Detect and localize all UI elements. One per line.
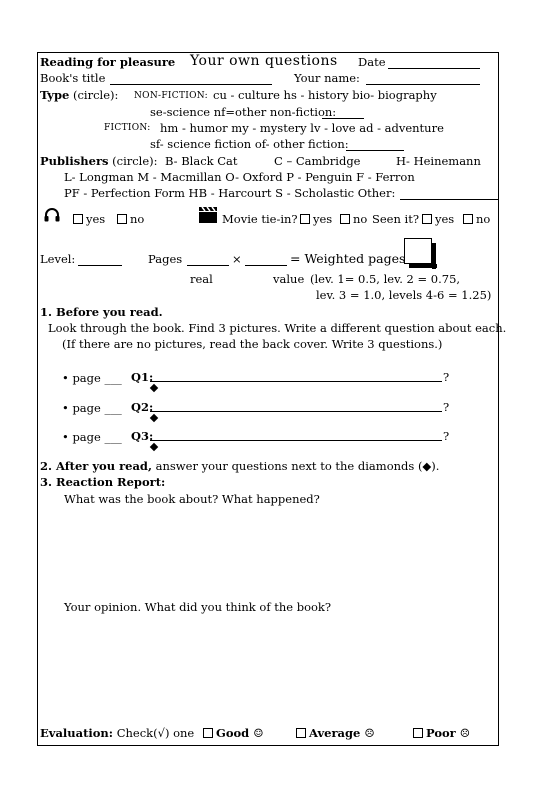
eval-poor[interactable]: Poor ☹	[413, 726, 470, 740]
q2-line[interactable]	[150, 411, 442, 412]
pages-field[interactable]	[187, 252, 229, 266]
q3-page[interactable]: • page ___	[62, 430, 122, 444]
section3-heading: 3. Reaction Report:	[40, 475, 166, 489]
type-row	[40, 88, 118, 102]
page-title: Reading for pleasure	[40, 55, 176, 69]
book-title-label: Book's title	[40, 71, 106, 85]
q3-mark: ?	[443, 429, 450, 443]
q1-line[interactable]	[150, 381, 442, 382]
section2-row	[40, 459, 439, 473]
seen-yes-checkbox[interactable]	[422, 214, 432, 224]
movie-tiein-label: Movie tie-in?	[222, 212, 298, 226]
reaction-prompt-2: Your opinion. What did you think of the book?	[64, 600, 332, 614]
q3-line[interactable]	[150, 440, 442, 441]
q1-page[interactable]: • page ___	[62, 371, 122, 385]
headphones-icon	[44, 208, 60, 225]
movie-no[interactable]: no	[340, 212, 367, 226]
nonfiction-options-2[interactable]: se-science nf=other non-fiction:	[150, 105, 337, 119]
value-field[interactable]	[245, 252, 287, 266]
publisher-black-cat[interactable]: B- Black Cat	[165, 154, 238, 168]
q2-page[interactable]: • page ___	[62, 401, 122, 415]
date-label: Date	[358, 55, 386, 69]
levels-note-1: (lev. 1= 0.5, lev. 2 = 0.75,	[310, 272, 461, 286]
audio-yes-checkbox[interactable]	[73, 214, 83, 224]
q1-label: Q1:	[131, 370, 154, 384]
section1-heading: 1. Before you read.	[40, 305, 163, 319]
clapperboard-icon	[198, 206, 218, 227]
eval-average-checkbox[interactable]	[296, 728, 306, 738]
levels-note-2: lev. 3 = 1.0, levels 4-6 = 1.25)	[316, 288, 492, 302]
fiction-options-2[interactable]: sf- science fiction of- other fiction:	[150, 137, 349, 151]
publishers-line-2[interactable]: L- Longman M - Macmillan O- Oxford P - Penguin F - Ferron	[64, 170, 415, 184]
page-subtitle: Your own questions	[190, 53, 338, 69]
nonfiction-label: NON-FICTION:	[134, 91, 208, 101]
seen-yes[interactable]: yes	[422, 212, 454, 226]
movie-yes-checkbox[interactable]	[300, 214, 310, 224]
pages-label: Pages	[148, 252, 183, 266]
eval-good[interactable]: Good ☺	[203, 726, 264, 740]
publisher-cambridge[interactable]: C – Cambridge	[274, 154, 361, 168]
name-field[interactable]	[366, 71, 480, 85]
publishers-circle: (circle):	[112, 154, 158, 168]
audio-yes[interactable]: yes	[73, 212, 105, 226]
eval-poor-checkbox[interactable]	[413, 728, 423, 738]
nonfiction-options-1[interactable]: cu - culture hs - history bio- biography	[213, 88, 437, 102]
q2-mark: ?	[443, 400, 450, 414]
publishers-line-3[interactable]: PF - Perfection Form HB - Harcourt S - Scholastic Other:	[64, 186, 396, 200]
reaction-prompt-1: What was the book about? What happened?	[64, 492, 320, 506]
audio-no-checkbox[interactable]	[117, 214, 127, 224]
movie-yes[interactable]: yes	[300, 212, 332, 226]
publishers-label: Publishers	[40, 154, 109, 168]
level-label: Level:	[40, 252, 76, 266]
eval-average[interactable]: Average ☹	[296, 726, 375, 740]
value-label: value	[273, 272, 305, 286]
type-label: Type	[40, 88, 70, 102]
fiction-label: FICTION:	[104, 123, 151, 133]
section2-heading: 2. After you read,	[40, 459, 152, 473]
evaluation-row	[40, 726, 194, 740]
publisher-other-field[interactable]	[400, 186, 498, 200]
seen-no-checkbox[interactable]	[463, 214, 473, 224]
real-label: real	[190, 272, 213, 286]
seen-no[interactable]: no	[463, 212, 490, 226]
times-sign: ×	[232, 252, 242, 266]
fiction-options-1[interactable]: hm - humor my - mystery lv - love ad - adventure	[160, 121, 444, 135]
publisher-heinemann[interactable]: H- Heinemann	[396, 154, 481, 168]
weighted-pages-label: = Weighted pages	[290, 251, 406, 266]
weighted-pages-box[interactable]	[404, 238, 432, 264]
type-circle: (circle):	[73, 88, 119, 102]
name-label: Your name:	[294, 71, 360, 85]
q1-mark: ?	[443, 370, 450, 384]
eval-good-checkbox[interactable]	[203, 728, 213, 738]
section2-text: answer your questions next to the diamonds (◆).	[155, 459, 440, 473]
date-field[interactable]	[388, 55, 480, 69]
level-field[interactable]	[78, 252, 122, 266]
movie-no-checkbox[interactable]	[340, 214, 350, 224]
evaluation-check: Check(√) one	[116, 726, 195, 740]
audio-no[interactable]: no	[117, 212, 144, 226]
q2-label: Q2:	[131, 400, 154, 414]
evaluation-label: Evaluation:	[40, 726, 114, 740]
book-title-field[interactable]	[110, 71, 272, 85]
seen-it-label: Seen it?	[372, 212, 420, 226]
section1-instruction-1: Look through the book. Find 3 pictures. Write a different question about each.	[48, 321, 507, 335]
section1-instruction-2: (If there are no pictures, read the back cover. Write 3 questions.)	[62, 337, 443, 351]
fiction-other-field[interactable]	[346, 137, 404, 151]
media-row	[44, 208, 60, 225]
q3-label: Q3:	[131, 429, 154, 443]
publishers-row	[40, 154, 158, 168]
nonfiction-other-field[interactable]	[322, 105, 364, 119]
